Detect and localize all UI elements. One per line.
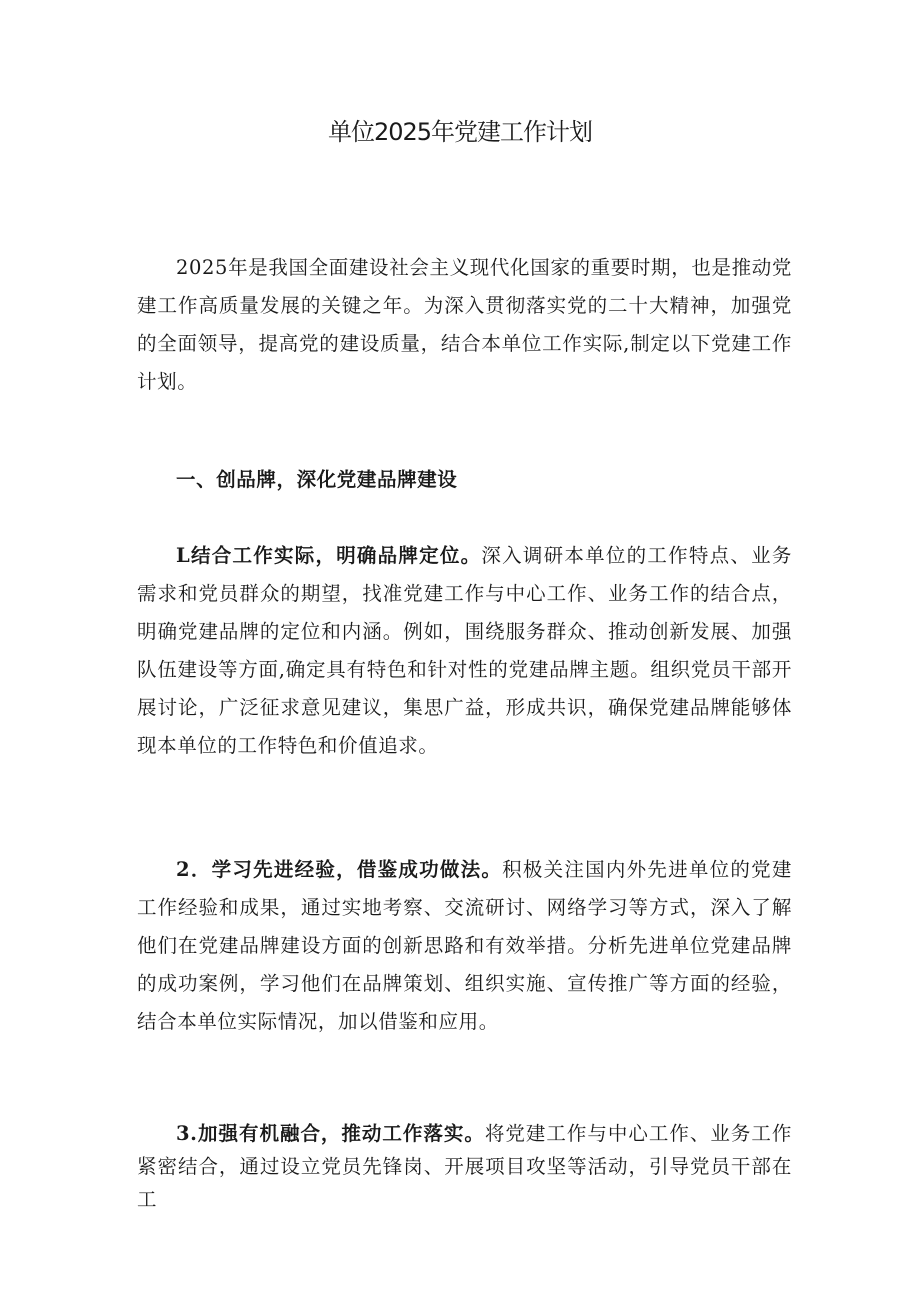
item-body-3: 将党建工作与中心工作、业务工作紧密结合，通过设立党员先锋岗、开展项目攻坚等活动，引导党员干部在工 xyxy=(137,1122,792,1211)
section-heading: 一、创品牌，深化党建品牌建设 xyxy=(176,468,458,491)
item-body-2: 积极关注国内外先进单位的党建工作经验和成果，通过实地考察、交流研讨、网络学习等方式，深入了解他们在党建品牌建设方面的创新思路和有效举措。分析先进单位党建品牌的成功案例，学习他们在品牌策划、组织实施、宣传推广等方面的经验，结合本单位实际情况，加以借鉴和应用。 xyxy=(137,858,792,1033)
item-lead-2: 2．学习先进经验，借鉴成功做法。 xyxy=(176,858,503,881)
item-paragraph-1 xyxy=(137,537,792,765)
item-paragraph-2 xyxy=(137,851,792,1041)
item-lead-1: L结合工作实际，明确品牌定位。 xyxy=(176,544,482,567)
document-title: 单位2025年党建工作计划 xyxy=(327,118,593,146)
item-body-1: 深入调研本单位的工作特点、业务需求和党员群众的期望，找准党建工作与中心工作、业务工作的结合点，明确党建品牌的定位和内涵。例如，围绕服务群众、推动创新发展、加强队伍建设等方面,确定具有特色和针对性的党建品牌主题。组织党员干部开展讨论，广泛征求意见建议，集思广益，形成共识，确保党建品牌能够体现本单位的工作特色和价值追求。 xyxy=(137,544,792,757)
item-lead-3: 3.加强有机融合，推动工作落实。 xyxy=(176,1122,485,1145)
item-paragraph-3 xyxy=(137,1117,792,1216)
intro-paragraph: 2025年是我国全面建设社会主义现代化国家的重要时期，也是推动党建工作高质量发展的关键之年。为深入贯彻落实党的二十大精神，加强党的全面领导，提高党的建设质量，结合本单位工作实际,制定以下党建工作计划。 xyxy=(137,256,792,393)
